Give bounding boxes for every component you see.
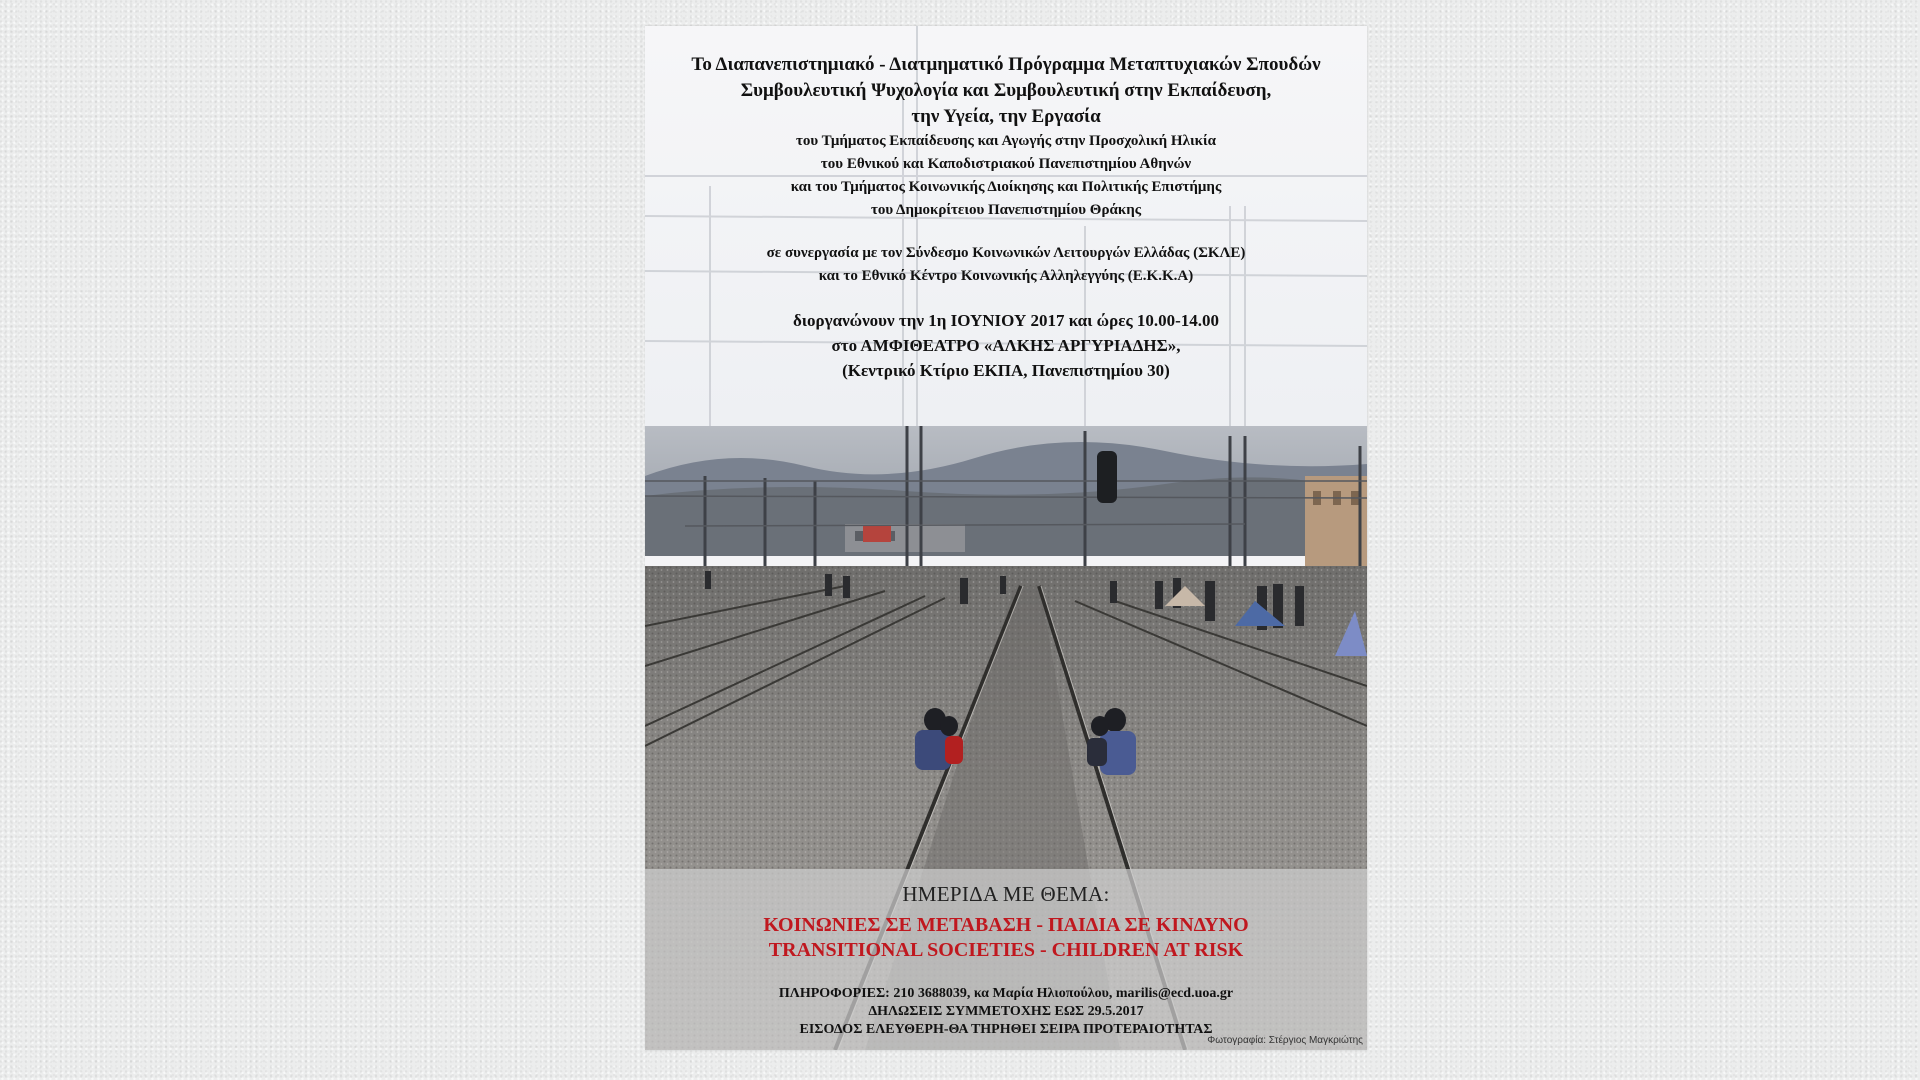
department-line2: του Εθνικού και Καποδιστριακού Πανεπιστημίου Αθηνών	[820, 156, 1192, 172]
event-date-line: διοργανώνουν την 1η ΙΟΥΝΙΟΥ 2017 και ώρες 10.00-14.00	[792, 311, 1220, 330]
partner-line1: σε συνεργασία με τον Σύνδεσμο Κοινωνικών Λειτουργών Ελλάδας (ΣΚΛΕ)	[766, 245, 1246, 261]
program-title-line1: Το Διαπανεπιστημιακό - Διατμηματικό Πρόγραμμα Μεταπτυχιακών Σπουδών	[691, 54, 1321, 75]
event-title-greek: ΚΟΙΝΩΝΙΕΣ ΣΕ ΜΕΤΑΒΑΣΗ - ΠΑΙΔΙΑ ΣΕ ΚΙΝΔΥΝΟ	[763, 914, 1249, 936]
program-title-line2: Συμβουλευτική Ψυχολογία και Συμβουλευτική στην Εκπαίδευση,	[740, 80, 1272, 101]
department-line4: του Δημοκρίτειου Πανεπιστημίου Θράκης	[870, 202, 1142, 218]
subject-label: ΗΜΕΡΙΔΑ ΜΕ ΘΕΜΑ:	[902, 882, 1110, 906]
partner-line2: και το Εθνικό Κέντρο Κοινωνικής Αλληλεγγύης (Ε.Κ.Κ.Α)	[818, 268, 1194, 284]
department-line1: του Τμήματος Εκπαίδευσης και Αγωγής στην Προσχολική Ηλικία	[796, 133, 1216, 149]
registration-deadline-line: ΔΗΛΩΣΕΙΣ ΣΥΜΜΕΤΟΧΗΣ ΕΩΣ 29.5.2017	[868, 1004, 1144, 1019]
department-line3: και του Τμήματος Κοινωνικής Διοίκησης και Πολιτικής Επιστήμης	[790, 179, 1222, 195]
event-title-english: TRANSITIONAL SOCIETIES - CHILDREN AT RISK	[768, 939, 1244, 961]
poster-header	[645, 52, 1367, 383]
event-address-line: (Κεντρικό Κτίριο ΕΚΠΑ, Πανεπιστημίου 30)	[842, 361, 1170, 380]
event-venue-line: στο ΑΜΦΙΘΕΑΤΡΟ «ΑΛΚΗΣ ΑΡΓΥΡΙΑΔΗΣ»,	[831, 336, 1181, 355]
program-title-line3: την Υγεία, την Εργασία	[911, 106, 1101, 127]
poster-footer	[645, 881, 1367, 1039]
photo-credit: Φωτογραφία: Στέργιος Μαγκριώτης	[1207, 1035, 1363, 1046]
info-contact-line: ΠΛΗΡΟΦΟΡΙΕΣ: 210 3688039, κα Μαρία Ηλιοπούλου, marilis@ecd.uoa.gr	[778, 986, 1234, 1001]
event-poster	[645, 26, 1367, 1050]
free-entry-line: ΕΙΣΟΔΟΣ ΕΛΕΥΘΕΡΗ-ΘΑ ΤΗΡΗΘΕΙ ΣΕΙΡΑ ΠΡΟΤΕΡΑΙΟΤΗΤΑΣ	[799, 1022, 1213, 1037]
